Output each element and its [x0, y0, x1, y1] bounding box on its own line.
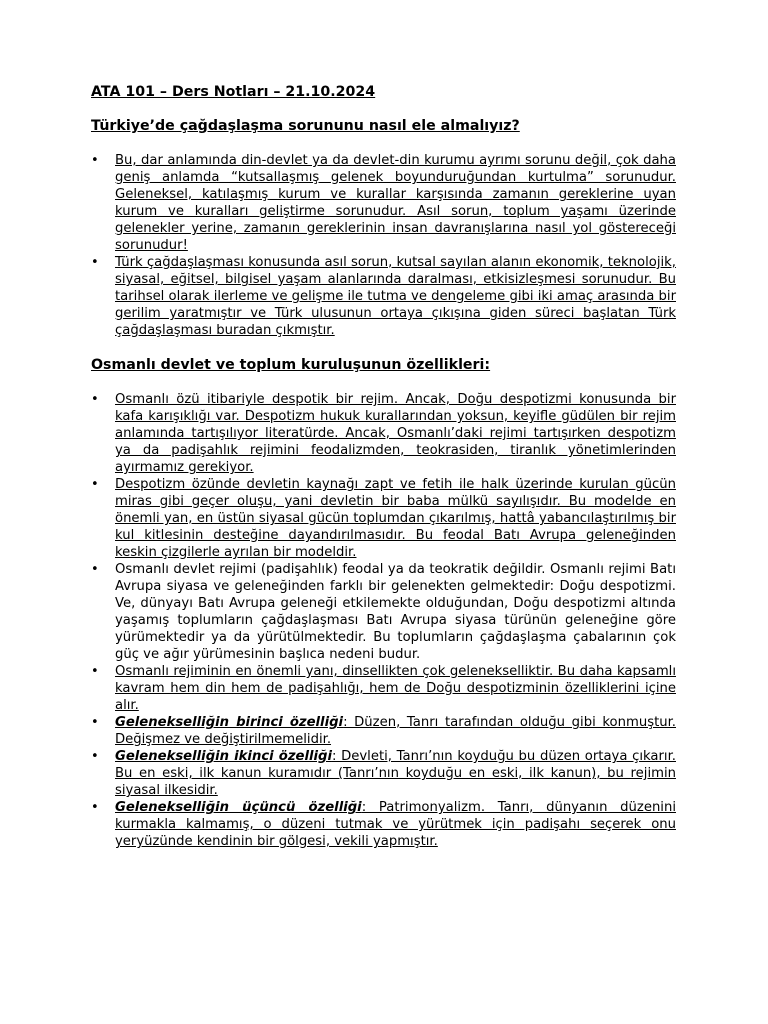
bullet-list-2 [91, 391, 676, 850]
list-item [91, 799, 676, 850]
list-item-lead: Gelenekselliğin birinci özelliği [115, 715, 344, 730]
bullet-icon: • [91, 664, 99, 679]
bullet-icon: • [91, 153, 99, 168]
document-title: ATA 101 – Ders Notları – 21.10.2024 [91, 84, 376, 100]
list-item [91, 714, 676, 748]
bullet-icon: • [91, 800, 99, 815]
list-item [91, 391, 676, 476]
list-item [91, 476, 676, 561]
list-item [91, 152, 676, 254]
list-item-text: Osmanlı devlet rejimi (padişahlık) feodal ya da teokratik değildir. Osmanlı rejimi Batı Avrupa siyasa ve geleneğinden farklı bir gelenekten gelmektedir: Doğu despotizmi. Ve, dünyayı Batı Avrupa geleneği etkilemekte olduğundan, Doğu despotizmi altında yaşamış toplumların çağdaşlaşması Batı Avrupa siyasa türünün geleneğine göre yürümektedir ya da yürütülmektedir. Bu toplumların çağdaşlaşma çabalarının çok güç ve ağır yürümesinin başlıca nedeni budur. [115, 562, 676, 662]
list-item-text: : Düzen, Tanrı tarafından olduğu gibi konmuştur. Değişmez ve değiştirilmemelidir. [115, 715, 676, 747]
document-page [91, 84, 676, 850]
list-item [91, 561, 676, 663]
list-item-text: Osmanlı özü itibariyle despotik bir rejim. Ancak, Doğu despotizmi konusunda bir kafa karışıklığı var. Despotizm hukuk kurallarından yoksun, keyifle güdülen bir rejim anlamında tartışılıyor literatürde. Ancak, Osmanlı’daki rejimi tartışırken despotizm ya da padişahlık rejimini feodalizmden, teokrasiden, tiranlık yönetimlerinden ayırmamız gerekiyor. [115, 392, 676, 475]
question-heading: Türkiye’de çağdaşlaşma sorununu nasıl ele almalıyız? [91, 118, 520, 134]
list-item-text: Türk çağdaşlaşması konusunda asıl sorun, kutsal sayılan alanın ekonomik, teknolojik, siyasal, eğitsel, bilgisel yaşam alanlarında daralması, etkisizleşmesi sorunudur. Bu tarihsel olarak ilerleme ve gelişme ile tutma ve dengeleme gibi iki amaç arasında bir gerilim yaratmıştır ve Türk ulusunun ortaya çıkışına giden süreci başlatan Türk çağdaşlaşması buradan çıkmıştır. [115, 255, 676, 338]
bullet-icon: • [91, 715, 99, 730]
bullet-icon: • [91, 562, 99, 577]
list-item-text: : Patrimonyalizm. Tanrı, dünyanın düzenini kurmakla kalmamış, o düzeni tutmak ve yürütmek için padişahı seçerek onu yeryüzünde kendinin bir gölgesi, vekili yapmıştır. [115, 800, 676, 849]
bullet-icon: • [91, 392, 99, 407]
list-item-text: Despotizm özünde devletin kaynağı zapt ve fetih ile halk üzerinde kurulan gücün miras gibi geçer oluşu, yani devletin bir baba mülkü sayılışıdır. Bu modelde en önemli yan, en üstün siyasal gücün toplumdan çıkarılmış, hattâ yabancılaştırılmış bir kul kitlesinin desteğine dayandırılmasıdır. Bu feodal Batı Avrupa geleneğinden keskin çizgilerle ayrılan bir modeldir. [115, 477, 676, 560]
bullet-list-1 [91, 152, 676, 339]
bullet-icon: • [91, 255, 99, 270]
list-item [91, 748, 676, 799]
list-item-lead: Gelenekselliğin ikinci özelliği [115, 749, 332, 764]
list-item [91, 663, 676, 714]
section-heading: Osmanlı devlet ve toplum kuruluşunun özellikleri: [91, 357, 491, 373]
list-item-text: : Devleti, Tanrı’nın koyduğu bu düzen ortaya çıkarır. Bu en eski, ilk kanun kuramıdır (Tanrı’nın koyduğu en eski, ilk kanun), bu rejimin siyasal ilkesidir. [115, 749, 676, 798]
list-item-text: Osmanlı rejiminin en önemli yanı, dinsellikten çok gelenekselliktir. Bu daha kapsamlı kavram hem din hem de padişahlığı, hem de Doğu despotizminin özelliklerini içine alır. [115, 664, 676, 713]
list-item-text: Bu, dar anlamında din-devlet ya da devlet-din kurumu ayrımı sorunu değil, çok daha geniş anlamda “kutsallaşmış gelenek boyunduruğundan kurtulma” sorunudur. Geleneksel, katılaşmış kurum ve kurallar karşısında zamanın gereklerine uyan kurum ve kuralları geliştirme sorunudur. Asıl sorun, toplum yaşamı üzerinde gelenekler yerine, zamanın gereklerinin insan davranışlarına nasıl yol göstereceği sorunudur! [115, 153, 676, 253]
list-item-lead: Gelenekselliğin üçüncü özelliği [115, 800, 362, 815]
bullet-icon: • [91, 477, 99, 492]
bullet-icon: • [91, 749, 99, 764]
list-item [91, 254, 676, 339]
